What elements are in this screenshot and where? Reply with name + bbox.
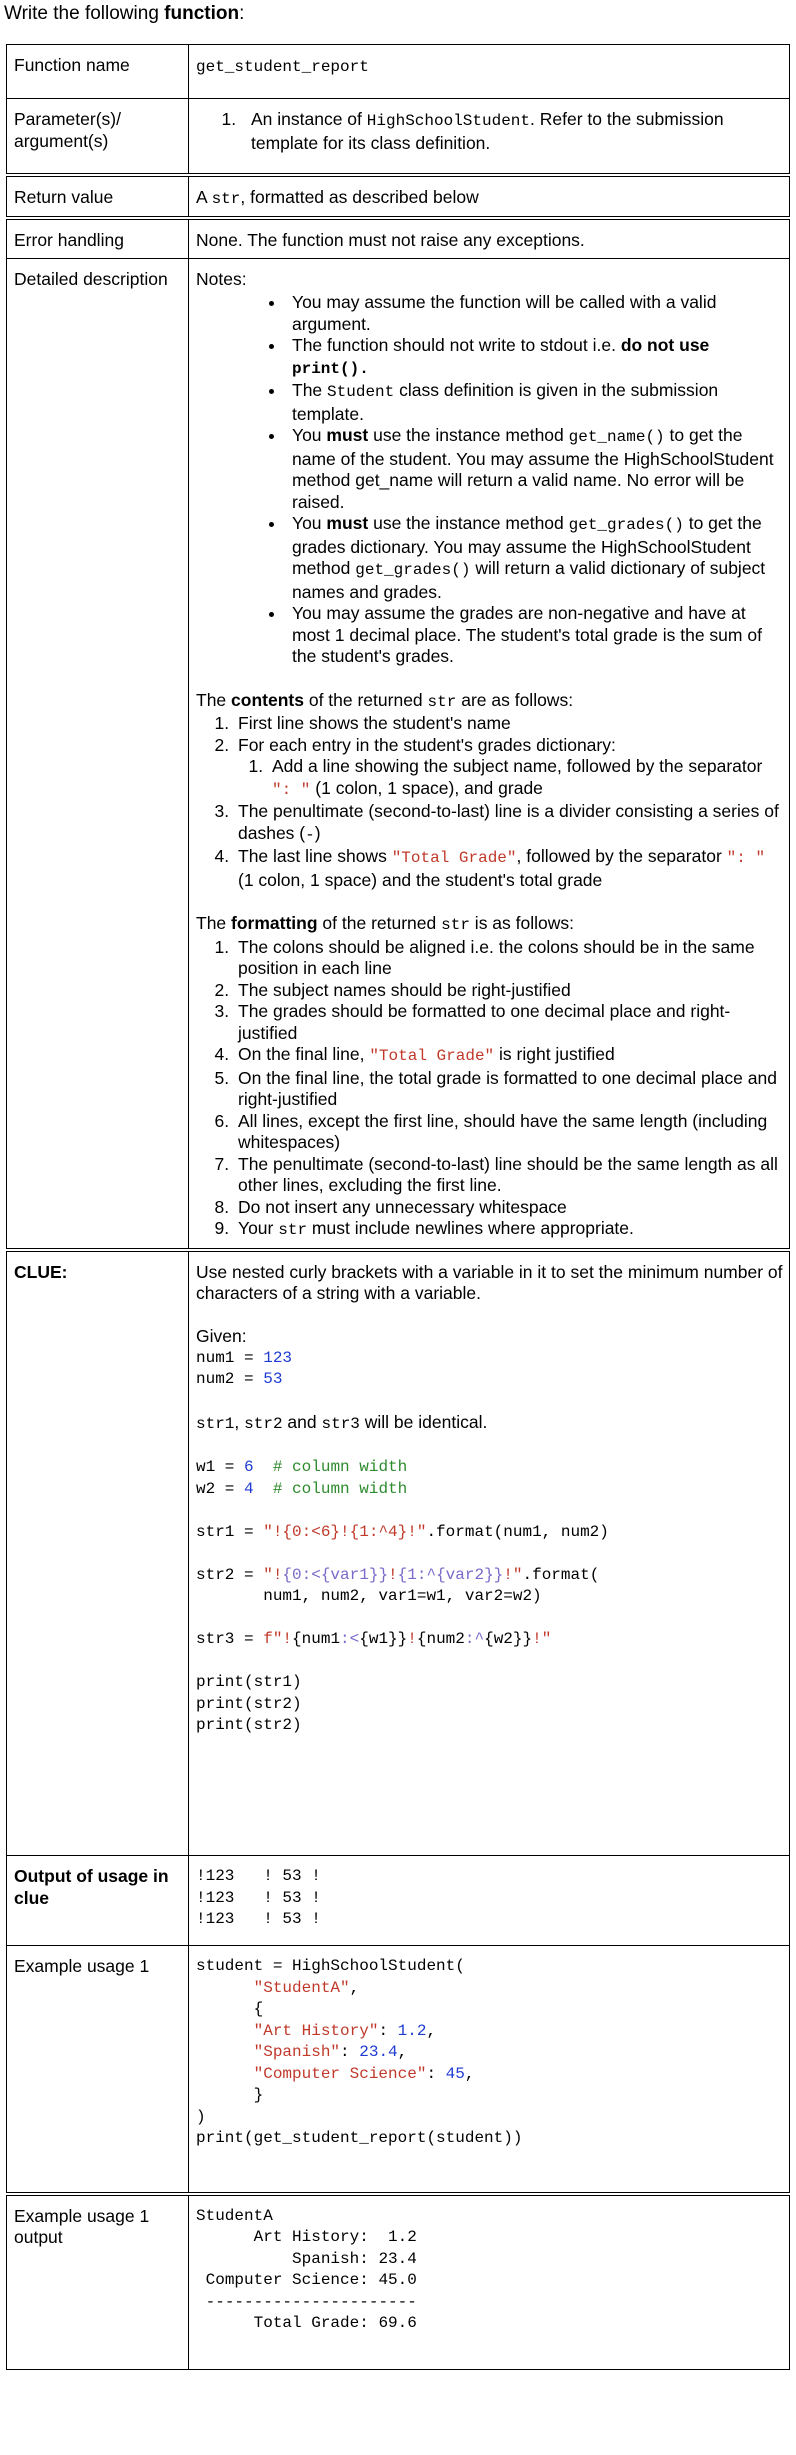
example-line-4: "Art History": 1.2, bbox=[253, 2021, 437, 2040]
clue-str3: str3 = f"!{num1:<{w1}}!{num2:^{w2}}!" bbox=[196, 1630, 552, 1648]
clue-num2: num2 = 53 bbox=[196, 1370, 283, 1388]
contents-sublist bbox=[238, 756, 783, 801]
value-params: 1. An instance of HighSchoolStudent. Refer to the submission template for its class definition. bbox=[189, 99, 790, 175]
value-example-1-output bbox=[189, 2194, 790, 2370]
note-5: • You must use the instance method get_grades() to get the grades dictionary. You may assume the HighSchoolStudent method get_grades() will return a valid dictionary of subject names and grades. bbox=[286, 513, 783, 603]
value-clue bbox=[189, 1250, 790, 1856]
clue-str1: str1 = "!{0:<6}!{1:^4}!".format(num1, num2) bbox=[196, 1522, 609, 1541]
label-output-clue: Output of usage in clue bbox=[7, 1856, 189, 1946]
output-line-1: StudentA bbox=[196, 2206, 273, 2225]
example-line-2: "StudentA", bbox=[253, 1978, 360, 1997]
value-return-value: A str, formatted as described below bbox=[189, 175, 790, 219]
row-clue bbox=[7, 1250, 790, 1856]
row-return-value bbox=[7, 175, 790, 219]
clue-given: Given: bbox=[196, 1326, 247, 1346]
output-line-5: ---------------------- bbox=[205, 2292, 417, 2311]
value-example-1 bbox=[189, 1946, 790, 2194]
formatting-item-1: 1. The colons should be aligned i.e. the colons should be in the same position in each line bbox=[234, 937, 783, 980]
contents-item-4: 4. The last line shows "Total Grade", followed by the separator ": " (1 colon, 1 space) and the student's total grade bbox=[234, 846, 783, 891]
label-example-1: Example usage 1 bbox=[7, 1946, 189, 2194]
label-error-handling: Error handling bbox=[7, 218, 189, 258]
formatting-lead: The formatting of the returned str is as follows: bbox=[196, 913, 574, 934]
note-4: • You must use the instance method get_name() to get the name of the student. You may assume the HighSchoolStudent method get_name will return a valid name. No error will be raised. bbox=[286, 425, 783, 513]
label-detailed-description: Detailed description bbox=[7, 258, 189, 1250]
intro-text: Write the following function: bbox=[4, 3, 245, 24]
row-example-1 bbox=[7, 1946, 790, 2194]
formatting-item-3: 3. The grades should be formatted to one decimal place and right-justified bbox=[234, 1001, 783, 1044]
clue-print1: print(str1) bbox=[196, 1673, 302, 1691]
label-params: Parameter(s)/ argument(s) bbox=[7, 99, 189, 175]
contents-item-3: 3. The penultimate (second-to-last) line is a divider consisting a series of dashes (-) bbox=[234, 801, 783, 846]
formatting-item-6: 6. All lines, except the first line, should have the same length (including whitespaces) bbox=[234, 1111, 783, 1154]
notes-list bbox=[196, 292, 783, 668]
contents-item-1: 1. First line shows the student's name bbox=[234, 713, 783, 735]
note-6: • You may assume the grades are non-negative and have at most 1 decimal place. The student's total grade is the sum of the student's grades. bbox=[286, 603, 783, 668]
formatting-item-4: 4. On the final line, "Total Grade" is right justified bbox=[234, 1044, 783, 1068]
clue-print3: print(str2) bbox=[196, 1716, 302, 1734]
label-clue: CLUE: bbox=[7, 1250, 189, 1856]
example-line-3: { bbox=[253, 2000, 264, 2018]
value-function-name: get_student_report bbox=[189, 45, 790, 99]
label-return-value: Return value bbox=[7, 175, 189, 219]
contents-item-2: 2. For each entry in the student's grades dictionary: 1. Add a line showing the subject name, followed by the separator ": " (1 colon, 1 space), and grade bbox=[234, 735, 783, 802]
note-3: • The Student class definition is given in the submission template. bbox=[286, 380, 783, 425]
row-example-1-output bbox=[7, 2194, 790, 2370]
clue-w1: w1 = 6 # column width bbox=[196, 1458, 408, 1476]
value-error-handling: None. The function must not raise any exceptions. bbox=[189, 218, 790, 258]
note-1: • You may assume the function will be called with a valid argument. bbox=[286, 292, 783, 335]
clue-str2: str2 = "!{0:<{var1}}!{1:^{var2}}!".format( bbox=[196, 1565, 600, 1584]
example-line-1: student = HighSchoolStudent( bbox=[196, 1957, 465, 1975]
formatting-item-5: 5. On the final line, the total grade is formatted to one decimal place and right-justified bbox=[234, 1068, 783, 1111]
row-error-handling bbox=[7, 218, 790, 258]
output-clue-line-1: !123 ! 53 ! bbox=[196, 1867, 321, 1885]
example-line-8: ) bbox=[196, 2107, 206, 2126]
row-function-name bbox=[7, 45, 790, 99]
example-line-7: } bbox=[253, 2086, 264, 2104]
contents-list bbox=[196, 713, 783, 891]
clue-str2-line2: num1, num2, var1=w1, var2=w2) bbox=[196, 1587, 542, 1605]
notes-title: Notes: bbox=[196, 268, 247, 289]
clue-w2: w2 = 4 # column width bbox=[196, 1479, 408, 1498]
clue-num1: num1 = 123 bbox=[196, 1348, 293, 1367]
output-clue-line-2: !123 ! 53 ! bbox=[196, 1888, 321, 1907]
formatting-list bbox=[196, 937, 783, 1242]
note-2: • The function should not write to stdout i.e. do not use print(). bbox=[286, 335, 783, 380]
output-line-2: Art History: 1.2 bbox=[205, 2228, 417, 2246]
function-spec-table bbox=[6, 44, 790, 2370]
output-line-6: Total Grade: 69.6 bbox=[205, 2314, 417, 2332]
label-function-name: Function name bbox=[7, 45, 189, 99]
formatting-item-9: 9. Your str must include newlines where appropriate. bbox=[234, 1218, 783, 1242]
clue-identical: str1, str2 and str3 will be identical. bbox=[196, 1412, 488, 1433]
clue-print2: print(str2) bbox=[196, 1694, 302, 1713]
output-line-3: Spanish: 23.4 bbox=[205, 2249, 417, 2268]
contents-subitem-1: 1. Add a line showing the subject name, followed by the separator ": " (1 colon, 1 space), and grade bbox=[268, 756, 783, 801]
row-detailed-description bbox=[7, 258, 790, 1250]
example-line-5: "Spanish": 23.4, bbox=[253, 2043, 408, 2061]
contents-lead: The contents of the returned str are as follows: bbox=[196, 689, 574, 711]
row-output-clue bbox=[7, 1856, 790, 1946]
output-line-4: Computer Science: 45.0 bbox=[205, 2271, 417, 2289]
value-output-clue bbox=[189, 1856, 790, 1946]
row-params bbox=[7, 99, 790, 175]
intro-bold: function bbox=[164, 3, 240, 24]
formatting-item-7: 7. The penultimate (second-to-last) line should be the same length as all other lines, excluding the first line. bbox=[234, 1154, 783, 1197]
example-line-6: "Computer Science": 45, bbox=[253, 2064, 475, 2083]
formatting-item-8: 8. Do not insert any unnecessary whitespace bbox=[234, 1197, 783, 1219]
output-clue-line-3: !123 ! 53 ! bbox=[196, 1910, 321, 1928]
clue-text: Use nested curly brackets with a variable in it to set the minimum number of characters of a string with a variable. bbox=[196, 1261, 783, 1303]
label-example-1-output: Example usage 1 output bbox=[7, 2194, 189, 2370]
value-detailed-description bbox=[189, 258, 790, 1250]
example-line-9: print(get_student_report(student)) bbox=[196, 2129, 523, 2147]
formatting-item-2: 2. The subject names should be right-justified bbox=[234, 980, 783, 1002]
